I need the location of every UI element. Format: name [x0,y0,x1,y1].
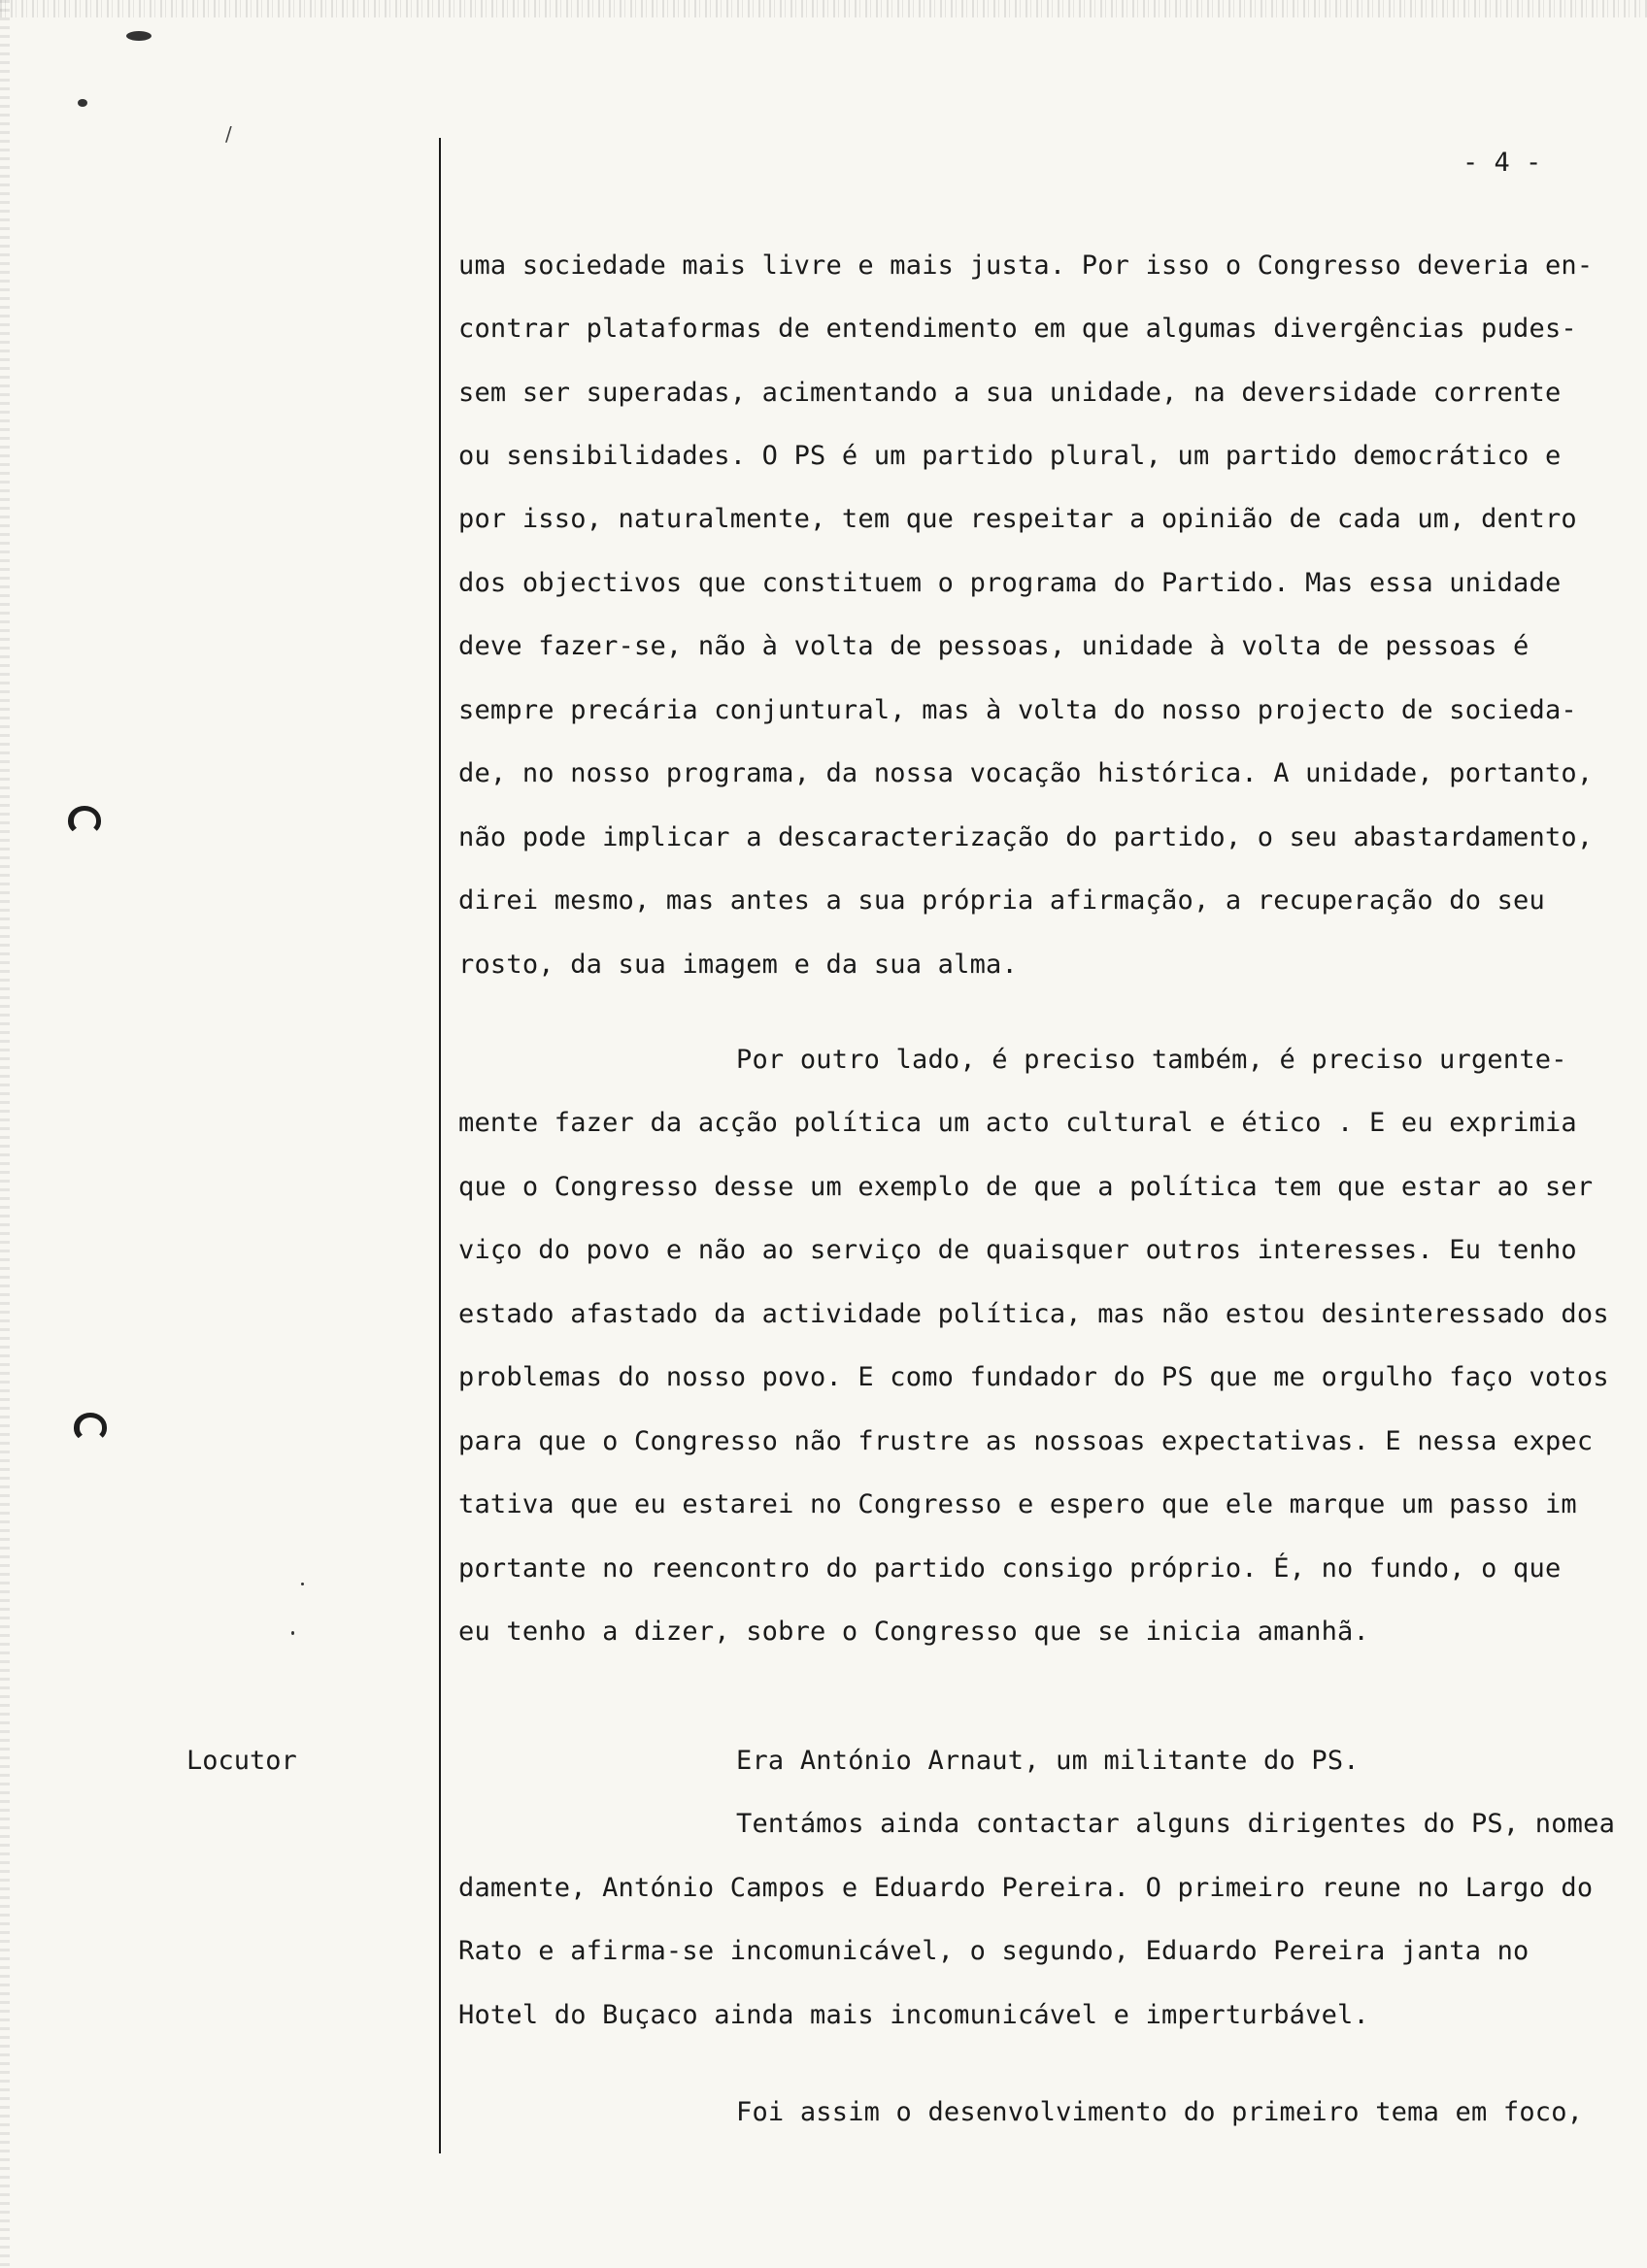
reference-dots-right [232,132,328,144]
scan-speck [78,99,87,107]
text-line: Por outro lado, é preciso também, é preciso urgente- [736,1045,1567,1075]
text-line: não pode implicar a descaracterização do partido, o seu abastardamento, [458,822,1594,852]
text-line: problemas do nosso povo. E como fundador do PS que me orgulho faço votos [458,1362,1609,1392]
text-line: Hotel do Buçaco ainda mais incomunicável e imperturbável. [458,2000,1369,2030]
text-line: tativa que eu estarei no Congresso e espero que ele marque um passo im [458,1489,1577,1519]
text-line: sem ser superadas, acimentando a sua unidade, na deversidade corrente [458,378,1562,408]
text-line: Foi assim o desenvolvimento do primeiro tema em foco, [736,2097,1584,2127]
text-line: Era António Arnaut, um militante do PS. [736,1746,1360,1776]
reference-field [128,124,328,144]
margin-rule [439,138,441,2153]
text-line: Tentámos ainda contactar alguns dirigentes do PS, nomea [736,1809,1616,1839]
page-number: - 4 - [1462,148,1542,178]
text-line: mente fazer da acção política um acto cultural e ético . E eu exprimia [458,1108,1577,1138]
speaker-label: Locutor [186,1746,297,1776]
text-line: Rato e afirma-se incomunicável, o segundo, Eduardo Pereira janta no [458,1936,1529,1966]
text-line: portante no reencontro do partido consigo próprio. É, no fundo, o que [458,1553,1562,1584]
text-line: contrar plataformas de entendimento em que algumas divergências pudes- [458,314,1577,344]
scan-noise-top [0,0,1647,17]
text-line: para que o Congresso não frustre as nossoas expectativas. E nessa expec [458,1426,1594,1456]
text-line: que o Congresso desse um exemplo de que a política tem que estar ao ser [458,1172,1594,1202]
text-line: damente, António Campos e Eduardo Pereira. O primeiro reune no Largo do [458,1873,1594,1903]
text-line: estado afastado da actividade política, mas não estou desinteressado dos [458,1299,1609,1329]
text-line: uma sociedade mais livre e mais justa. Por isso o Congresso deveria en- [458,250,1594,281]
scan-speck [291,1631,294,1635]
text-line: ou sensibilidades. O PS é um partido plural, um partido democrático e [458,441,1562,471]
text-line: direi mesmo, mas antes a sua própria afirmação, a recuperação do seu [458,885,1545,916]
punch-hole-icon [68,806,101,835]
text-line: deve fazer-se, não à volta de pessoas, unidade à volta de pessoas é [458,631,1529,661]
text-line: dos objectivos que constituem o programa do Partido. Mas essa unidade [458,568,1562,598]
punch-hole-icon [74,1413,107,1442]
reference-dots-left [128,132,225,144]
reference-separator: / [225,124,232,144]
text-line: sempre precária conjuntural, mas à volta do nosso projecto de socieda- [458,695,1577,725]
scan-noise-left [0,0,10,2268]
text-line: eu tenho a dizer, sobre o Congresso que se inicia amanhã. [458,1617,1369,1647]
text-line: por isso, naturalmente, tem que respeitar a opinião de cada um, dentro [458,504,1577,534]
text-line: viço do povo e não ao serviço de quaisquer outros interesses. Eu tenho [458,1235,1577,1265]
text-line: de, no nosso programa, da nossa vocação histórica. A unidade, portanto, [458,758,1594,788]
scan-speck [301,1583,304,1585]
text-line: rosto, da sua imagem e da sua alma. [458,950,1018,980]
scan-speck [126,31,151,41]
